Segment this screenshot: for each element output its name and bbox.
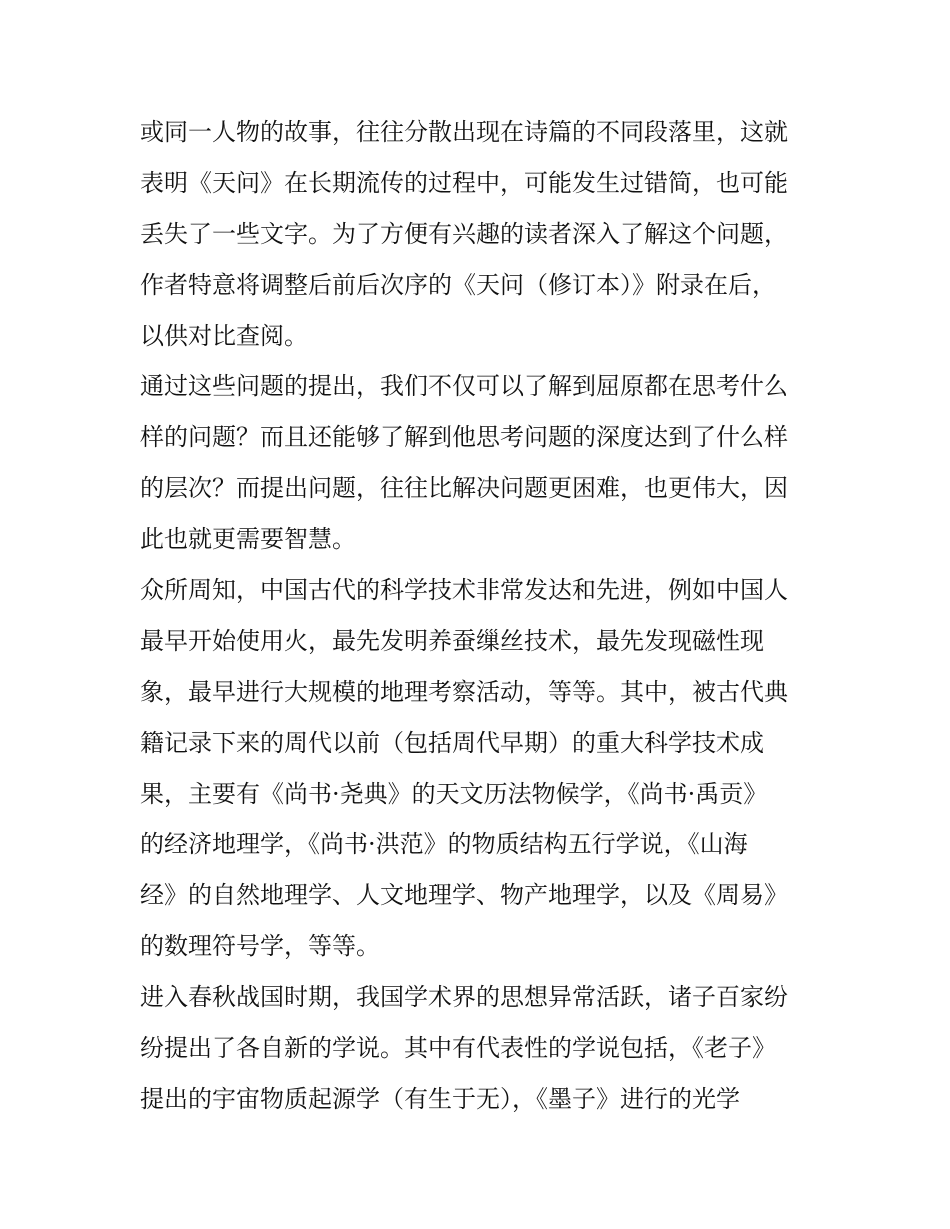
text-line: 的层次？而提出问题，往往比解决问题更困难，也更伟大，因: [140, 474, 788, 503]
text-line: 作者特意将调整后前后次序的《天问（修订本）》附录在后，: [140, 270, 776, 299]
text-line: 表明《天问》在长期流传的过程中，可能发生过错简，也可能: [140, 168, 788, 197]
text-line: 纷提出了各自新的学说。其中有代表性的学说包括，《老子》: [140, 1034, 776, 1063]
text-line: 以供对比查阅。: [140, 321, 308, 350]
body-text: [140, 107, 830, 1125]
text-line: 丢失了一些文字。为了方便有兴趣的读者深入了解这个问题，: [140, 219, 788, 248]
text-line: 的数理符号学，等等。: [140, 932, 380, 961]
text-line: 或同一人物的故事，往往分散出现在诗篇的不同段落里，这就: [140, 118, 788, 146]
text-line: 提出的宇宙物质起源学（有生于无），《墨子》进行的光学: [140, 1084, 740, 1113]
text-line: 籍记录下来的周代以前（包括周代早期）的重大科学技术成: [140, 728, 764, 757]
text-line: 样的问题？而且还能够了解到他思考问题的深度达到了什么样: [140, 423, 788, 452]
text-line: 经》的自然地理学、人文地理学、物产地理学，以及《周易》: [140, 881, 788, 910]
text-line: 众所周知，中国古代的科学技术非常发达和先进，例如中国人: [140, 576, 788, 605]
text-line: 最早开始使用火，最先发明养蚕缫丝技术，最先发现磁性现: [140, 626, 764, 655]
text-line: 此也就更需要智慧。: [140, 525, 356, 554]
text-line: 进入春秋战国时期，我国学术界的思想异常活跃，诸子百家纷: [140, 983, 788, 1012]
text-line: 的经济地理学，《尚书·洪范》的物质结构五行学说，《山海: [140, 830, 748, 859]
text-line: 通过这些问题的提出，我们不仅可以了解到屈原都在思考什么: [140, 372, 788, 401]
text-line: 果，主要有《尚书·尧典》的天文历法物候学，《尚书·禹贡》: [140, 779, 768, 808]
text-line: 象，最早进行大规模的地理考察活动，等等。其中，被古代典: [140, 677, 788, 706]
